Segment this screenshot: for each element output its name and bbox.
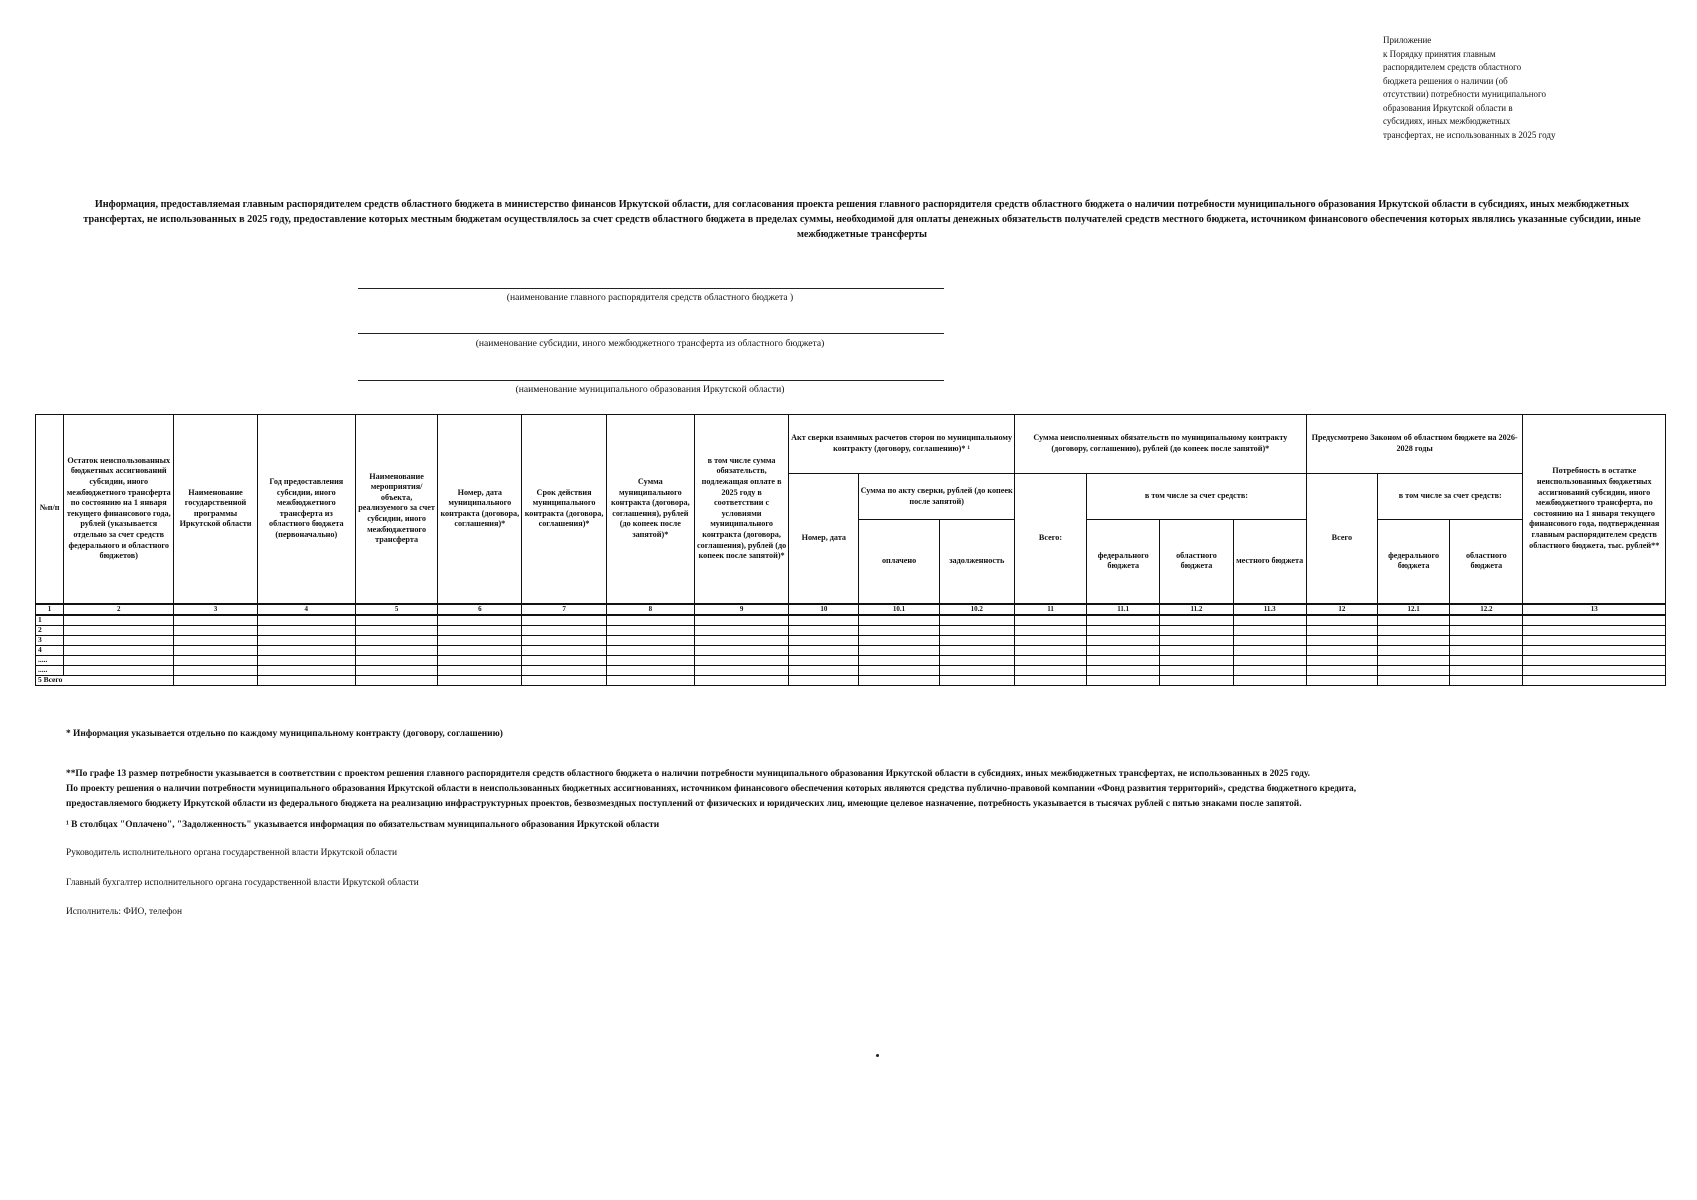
appendix-block <box>1383 34 1623 142</box>
header-c11-2: областного бюджета <box>1160 520 1233 604</box>
header-c11-1: федерального бюджета <box>1087 520 1160 604</box>
column-number: 7 <box>522 604 606 615</box>
header-c10-1: оплачено <box>859 520 939 604</box>
header-c7: Срок действия муниципального контракта (договора, соглашения)* <box>522 415 606 604</box>
appendix-line: распорядителем средств областного <box>1383 62 1522 72</box>
column-number: 11.1 <box>1087 604 1160 615</box>
row-label: 3 <box>36 635 64 645</box>
column-number: 10.1 <box>859 604 939 615</box>
column-number: 11 <box>1014 604 1086 615</box>
document-title: Информация, предоставляемая главным распорядителем средств областного бюджета в министерство финансов Иркутской области, для согласования проекта решения главного распорядителя средств областного бюджета о наличии потребности муниципального образования Иркутской области в субсидиях, иных межбюджетных трансфертах, не использованных в 2025 году, предоставление которых местным бюджетам осуществлялось за счет средств областного бюджета в пределах суммы, необходимой для оплаты денежных обязательств получателей средств местного бюджета, источником финансового обеспечения которых являлись указанные субсидии, иные межбюджетные трансферты <box>83 199 1641 240</box>
header-c2: Остаток неиспользованных бюджетных ассигнований субсидии, иного межбюджетного трансферта по состоянию на 1 января текущего финансового года, рублей (указывается отдельно за счет средств федерального и областного бюджетов) <box>64 415 174 604</box>
table-row <box>36 655 1666 665</box>
header-c11-sub: в том числе за счет средств: <box>1087 474 1307 520</box>
table-row <box>36 665 1666 675</box>
header-c13: Потребность в остатке неиспользованных бюджетных ассигнований субсидии, иного межбюджетного трансферта, по состоянию на 1 января текущего финансового года, подтвержденная главным распорядителем средств областного бюджета, тыс. рублей** <box>1523 415 1666 604</box>
column-number: 12 <box>1306 604 1377 615</box>
column-number: 12.1 <box>1378 604 1450 615</box>
header-c11: Всего: <box>1014 474 1086 604</box>
footnote-2c: предоставляемого бюджету Иркутской области из федерального бюджета на реализацию инфраструктурных проектов, безвозмездных поступлений от физических и юридических лиц, имеющие целевое назначение, потребность указывается в тысячах рублей с пятью знаками после запятой. <box>66 799 1302 809</box>
column-number: 2 <box>64 604 174 615</box>
header-c12-sub: в том числе за счет средств: <box>1378 474 1523 520</box>
column-number: 12.2 <box>1450 604 1523 615</box>
column-number: 13 <box>1523 604 1666 615</box>
municipality-caption: (наименование муниципального образования Иркутской области) <box>515 384 785 395</box>
header-c9: в том числе сумма обязательств, подлежащая оплате в 2025 году в соответствии с условиями муниципального контракта (договора, соглашения), рублей (до копеек после запятой)* <box>694 415 788 604</box>
appendix-line: к Порядку принятия главным <box>1383 48 1496 59</box>
scan-speck <box>876 1054 879 1057</box>
header-c12-1: федерального бюджета <box>1378 520 1450 604</box>
header-c10-group: Акт сверки взаимных расчетов сторон по муниципальному контракту (договору, соглашению)* ¹ <box>789 415 1015 474</box>
budget-table <box>35 414 1666 686</box>
column-number: 10.2 <box>939 604 1014 615</box>
footnote-2a: **По графе 13 размер потребности указывается в соответствии с проектом решения главного распорядителя средств областного бюджета о наличии потребности муниципального образования Иркутской области в субсидиях, иных межбюджетных трансфертах, не использованных в 2025 году. <box>66 769 1310 779</box>
header-c5: Наименование мероприятия/ объекта, реализуемого за счет субсидии, иного межбюджетного трансферта <box>355 415 437 604</box>
header-c11-3: местного бюджета <box>1233 520 1306 604</box>
header-c10-2: задолженность <box>939 520 1014 604</box>
header-c6: Номер, дата муниципального контракта (договора, соглашения)* <box>438 415 522 604</box>
header-c12-group: Предусмотрено Законом об областном бюджете на 2026-2028 годы <box>1306 415 1523 474</box>
footnote-1: * Информация указывается отдельно по каждому муниципальному контракту (договору, соглашению) <box>66 729 503 739</box>
signature-accountant: Главный бухгалтер исполнительного органа государственной власти Иркутской области <box>66 878 419 888</box>
appendix-line: отсутствии) потребности муниципального <box>1383 89 1546 99</box>
total-row <box>36 675 1666 685</box>
appendix-line: субсидиях, иных межбюджетных <box>1383 116 1511 126</box>
appendix-line: трансфертах, не использованных в 2025 году <box>1383 129 1556 140</box>
row-label: 1 <box>36 615 64 626</box>
header-c8: Сумма муниципального контракта (договора, соглашения), рублей (до копеек после запятой)* <box>606 415 694 604</box>
municipality-line <box>358 380 944 381</box>
header-c3: Наименование государственной программы Иркутской области <box>174 415 257 604</box>
header-c12-2: областного бюджета <box>1450 520 1523 604</box>
footnote-3: ¹ В столбцах "Оплачено", "Задолженность" указывается информация по обязательствам муниципального образования Иркутской области <box>66 820 660 830</box>
table-row <box>36 635 1666 645</box>
column-number: 1 <box>36 604 64 615</box>
total-row-label: 5 Всего <box>36 675 174 685</box>
column-number: 3 <box>174 604 257 615</box>
column-number: 10 <box>789 604 859 615</box>
column-number: 6 <box>438 604 522 615</box>
header-c10-sub: Сумма по акту сверки, рублей (до копеек после запятой) <box>859 474 1014 520</box>
signature-head: Руководитель исполнительного органа государственной власти Иркутской области <box>66 848 398 858</box>
appendix-line: бюджета решения о наличии (об <box>1383 75 1508 86</box>
distributor-caption: (наименование главного распорядителя средств областного бюджета ) <box>506 292 794 303</box>
column-number: 11.2 <box>1160 604 1233 615</box>
header-c10: Номер, дата <box>789 474 859 604</box>
row-label: 2 <box>36 625 64 635</box>
row-label: 4 <box>36 645 64 655</box>
header-c1: №п/п <box>36 415 64 604</box>
column-number-row <box>36 604 1666 615</box>
footnote-2b: По проекту решения о наличии потребности муниципального образования Иркутской области в неиспользованных бюджетных ассигнованиях, источником финансового обеспечения которых являются средства публично-правовой компании «Фонд развития территорий», средства бюджетного кредита, <box>66 784 1357 794</box>
row-label: ..... <box>36 665 64 675</box>
subsidy-caption: (наименование субсидии, иного межбюджетного трансферта из областного бюджета) <box>475 338 825 349</box>
column-number: 4 <box>257 604 355 615</box>
header-c12: Всего <box>1306 474 1377 604</box>
column-number: 5 <box>355 604 437 615</box>
column-number: 9 <box>694 604 788 615</box>
header-c4: Год предоставления субсидии, иного межбюджетного трансферта из областного бюджета (первоначально) <box>257 415 355 604</box>
appendix-line: образования Иркутской области в <box>1383 102 1513 113</box>
table-row <box>36 615 1666 626</box>
table-row <box>36 645 1666 655</box>
column-number: 8 <box>606 604 694 615</box>
row-label: ..... <box>36 655 64 665</box>
distributor-line <box>358 288 944 289</box>
signature-executor: Исполнитель: ФИО, телефон <box>66 907 183 917</box>
table-row <box>36 625 1666 635</box>
appendix-line: Приложение <box>1383 35 1432 45</box>
subsidy-line <box>358 333 944 334</box>
column-number: 11.3 <box>1233 604 1306 615</box>
header-c11-group: Сумма неисполненных обязательств по муниципальному контракту (договору, соглашению), рублей (до копеек после запятой)* <box>1014 415 1306 474</box>
